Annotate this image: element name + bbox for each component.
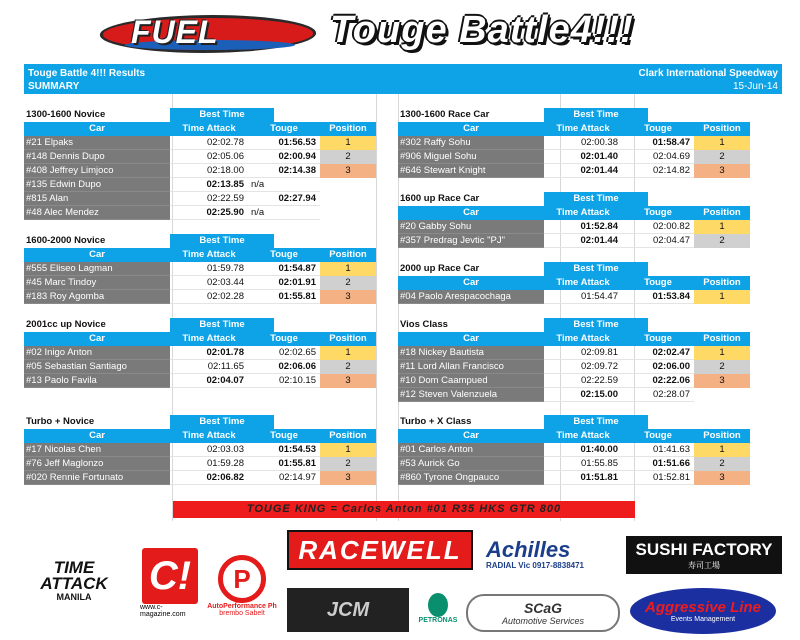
column-headers [24, 429, 376, 443]
touge-cell: 01:52.81 [622, 471, 694, 485]
position-cell: 2 [694, 234, 750, 248]
table-row [398, 164, 750, 178]
table-row [398, 346, 750, 360]
car-cell: #555 Eliseo Lagman [24, 262, 170, 276]
header-car: Car [89, 123, 105, 134]
table-row [24, 457, 376, 471]
results-title: Touge Battle 4!!! Results [28, 68, 146, 79]
position-cell: 3 [694, 471, 750, 485]
header-touge: Touge [270, 430, 298, 441]
table-row [398, 150, 750, 164]
touge-cell: 02:00.82 [622, 220, 694, 234]
car-cell: #45 Marc Tindoy [24, 276, 170, 290]
class-name: Vios Class [400, 319, 448, 330]
column-headers [398, 122, 750, 136]
header-position: Position [703, 277, 741, 288]
position-cell: 3 [320, 471, 376, 485]
header-time-attack: Time Attack [556, 123, 610, 134]
header [95, 5, 715, 60]
table-row [24, 471, 376, 485]
header-position: Position [329, 249, 367, 260]
header-time-attack: Time Attack [182, 333, 236, 344]
position-cell: 1 [694, 346, 750, 360]
header-touge: Touge [644, 277, 672, 288]
time-attack-cell: 02:13.85 [170, 178, 248, 192]
touge-cell: n/a [248, 178, 320, 192]
position-cell: 3 [694, 374, 750, 388]
time-attack-cell: 02:06.82 [170, 471, 248, 485]
time-attack-cell: 02:09.81 [544, 346, 622, 360]
class-name: 2000 up Race Car [400, 263, 480, 274]
time-attack-cell: 02:15.00 [544, 388, 622, 402]
position-cell: 1 [694, 290, 750, 304]
header-car: Car [463, 207, 479, 218]
best-time-header: Best Time [170, 108, 274, 122]
time-attack-cell: 01:51.81 [544, 471, 622, 485]
car-cell: #646 Stewart Knight [398, 164, 544, 178]
header-time-attack: Time Attack [182, 430, 236, 441]
touge-cell: 02:10.15 [248, 374, 320, 388]
table-row [24, 192, 376, 206]
touge-cell: 01:41.63 [622, 443, 694, 457]
car-cell: #408 Jeffrey Limjoco [24, 164, 170, 178]
column-headers [398, 332, 750, 346]
c-magazine-logo: C! www.c-magazine.com [140, 546, 200, 620]
position-cell [320, 178, 376, 192]
touge-cell: 02:02.47 [622, 346, 694, 360]
position-cell: 1 [694, 220, 750, 234]
header-position: Position [329, 123, 367, 134]
header-touge: Touge [644, 430, 672, 441]
time-attack-cell: 01:59.28 [170, 457, 248, 471]
car-cell: #12 Steven Valenzuela [398, 388, 544, 402]
header-position: Position [703, 333, 741, 344]
car-cell: #11 Lord Allan Francisco [398, 360, 544, 374]
touge-cell: 02:01.91 [248, 276, 320, 290]
car-cell: #148 Dennis Dupo [24, 150, 170, 164]
class-name: 1300-1600 Novice [26, 109, 106, 120]
position-cell: 1 [320, 136, 376, 150]
class-name: Turbo + Novice [26, 416, 95, 427]
table-row [24, 178, 376, 192]
header-car: Car [463, 430, 479, 441]
table-row [398, 374, 750, 388]
header-time-attack: Time Attack [556, 333, 610, 344]
position-cell: 1 [694, 443, 750, 457]
touge-cell: 02:28.07 [622, 388, 694, 402]
time-attack-cell: 02:00.38 [544, 136, 622, 150]
header-position: Position [703, 123, 741, 134]
class-name: Turbo + X Class [400, 416, 472, 427]
class-name: 2001cc up Novice [26, 319, 106, 330]
class-table [398, 262, 750, 304]
table-row [398, 457, 750, 471]
header-time-attack: Time Attack [556, 430, 610, 441]
class-table [398, 192, 750, 248]
header-position: Position [703, 430, 741, 441]
car-cell: #13 Paolo Favila [24, 374, 170, 388]
car-cell: #76 Jeff Maglonzo [24, 457, 170, 471]
time-attack-cell: 02:03.03 [170, 443, 248, 457]
class-name: 1300-1600 Race Car [400, 109, 490, 120]
fuel-logo: FUEL [103, 10, 318, 56]
car-cell: #135 Edwin Dupo [24, 178, 170, 192]
car-cell: #53 Aurick Go [398, 457, 544, 471]
header-time-attack: Time Attack [556, 207, 610, 218]
table-row [398, 471, 750, 485]
header-position: Position [329, 333, 367, 344]
touge-cell: 02:14.97 [248, 471, 320, 485]
time-attack-cell: 02:05.06 [170, 150, 248, 164]
position-cell: 2 [320, 150, 376, 164]
touge-cell: 01:58.47 [622, 136, 694, 150]
car-cell: #10 Dom Caampued [398, 374, 544, 388]
time-attack-cell: 02:02.78 [170, 136, 248, 150]
header-car: Car [89, 430, 105, 441]
venue: Clark International Speedway [638, 68, 778, 79]
time-attack-cell: 02:01.44 [544, 234, 622, 248]
touge-cell: 02:04.69 [622, 150, 694, 164]
position-cell: 3 [320, 164, 376, 178]
results-banner [24, 64, 782, 94]
position-cell: 2 [320, 457, 376, 471]
header-time-attack: Time Attack [182, 123, 236, 134]
header-touge: Touge [644, 207, 672, 218]
class-table [24, 415, 376, 485]
position-cell: 1 [320, 443, 376, 457]
class-table [24, 234, 376, 304]
achilles-logo: Achilles RADIAL Vic 0917-8838471 [486, 536, 584, 570]
position-cell: 2 [320, 360, 376, 374]
table-row [24, 276, 376, 290]
car-cell: #05 Sebastian Santiago [24, 360, 170, 374]
time-attack-cell: 02:01.78 [170, 346, 248, 360]
time-attack-cell: 02:11.65 [170, 360, 248, 374]
touge-cell: 02:27.94 [248, 192, 320, 206]
touge-cell: 01:54.87 [248, 262, 320, 276]
table-row [24, 262, 376, 276]
time-attack-cell: 01:54.47 [544, 290, 622, 304]
best-time-header: Best Time [544, 192, 648, 206]
class-table [24, 318, 376, 388]
position-cell: 1 [320, 346, 376, 360]
touge-cell: 02:00.94 [248, 150, 320, 164]
column-headers [398, 429, 750, 443]
header-touge: Touge [644, 123, 672, 134]
best-time-header: Best Time [544, 262, 648, 276]
header-car: Car [463, 123, 479, 134]
header-position: Position [703, 207, 741, 218]
time-attack-cell: 02:02.28 [170, 290, 248, 304]
time-attack-cell: 01:52.84 [544, 220, 622, 234]
touge-cell: 01:53.84 [622, 290, 694, 304]
car-cell: #357 Predrag Jevtic "PJ" [398, 234, 544, 248]
position-cell [320, 206, 376, 220]
time-attack-cell: 02:22.59 [544, 374, 622, 388]
best-time-header: Best Time [170, 318, 274, 332]
column-headers [24, 248, 376, 262]
touge-cell: 02:06.00 [622, 360, 694, 374]
aggressive-line-logo: Aggressive Line Events Management [630, 588, 776, 634]
table-row [398, 220, 750, 234]
touge-cell: 02:22.06 [622, 374, 694, 388]
car-cell: #183 Roy Agomba [24, 290, 170, 304]
best-time-header: Best Time [544, 108, 648, 122]
header-touge: Touge [270, 333, 298, 344]
touge-king-banner: TOUGE KING = Carlos Anton #01 R35 HKS GTR 800 [173, 501, 635, 518]
best-time-header: Best Time [544, 318, 648, 332]
touge-cell: n/a [248, 206, 320, 220]
header-touge: Touge [270, 123, 298, 134]
scag-logo: SCaG Automotive Services [466, 594, 620, 632]
table-row [24, 443, 376, 457]
position-cell: 2 [694, 150, 750, 164]
autoperformance-logo: P AutoPerformance Ph brembo Sabelt [207, 546, 277, 626]
touge-cell: 01:54.53 [248, 443, 320, 457]
time-attack-manila-logo: TIME ATTACK MANILA [40, 558, 108, 602]
class-table [398, 108, 750, 178]
touge-cell: 02:02.65 [248, 346, 320, 360]
table-row [24, 360, 376, 374]
table-row [398, 290, 750, 304]
touge-cell: 01:55.81 [248, 290, 320, 304]
summary-label: SUMMARY [28, 81, 80, 92]
time-attack-cell: 02:01.40 [544, 150, 622, 164]
class-name: 1600 up Race Car [400, 193, 480, 204]
time-attack-cell: 02:04.07 [170, 374, 248, 388]
table-row [398, 388, 750, 402]
time-attack-cell: 02:03.44 [170, 276, 248, 290]
header-touge: Touge [644, 333, 672, 344]
best-time-header: Best Time [170, 234, 274, 248]
table-row [24, 206, 376, 220]
car-cell: #17 Nicolas Chen [24, 443, 170, 457]
petronas-logo: PETRONAS [418, 580, 458, 636]
column-headers [398, 276, 750, 290]
header-time-attack: Time Attack [556, 277, 610, 288]
touge-cell: 01:55.81 [248, 457, 320, 471]
touge-cell: 02:14.38 [248, 164, 320, 178]
time-attack-cell: 02:18.00 [170, 164, 248, 178]
table-row [398, 443, 750, 457]
time-attack-cell: 02:09.72 [544, 360, 622, 374]
header-position: Position [329, 430, 367, 441]
header-time-attack: Time Attack [182, 249, 236, 260]
event-date: 15-Jun-14 [732, 81, 778, 92]
table-row [398, 234, 750, 248]
sushi-factory-logo: SUSHI FACTORY 寿司工場 [626, 536, 782, 574]
class-name: 1600-2000 Novice [26, 235, 106, 246]
position-cell: 1 [694, 136, 750, 150]
position-cell: 1 [320, 262, 376, 276]
table-row [24, 164, 376, 178]
time-attack-cell: 01:59.78 [170, 262, 248, 276]
touge-cell: 02:14.82 [622, 164, 694, 178]
best-time-header: Best Time [170, 415, 274, 429]
table-row [24, 150, 376, 164]
touge-cell: 02:06.06 [248, 360, 320, 374]
column-headers [398, 206, 750, 220]
position-cell [694, 388, 750, 402]
time-attack-cell: 02:01.44 [544, 164, 622, 178]
car-cell: #302 Raffy Sohu [398, 136, 544, 150]
table-row [24, 374, 376, 388]
table-row [398, 136, 750, 150]
car-cell: #860 Tyrone Ongpauco [398, 471, 544, 485]
car-cell: #01 Carlos Anton [398, 443, 544, 457]
header-car: Car [89, 333, 105, 344]
position-cell: 2 [694, 457, 750, 471]
position-cell: 2 [694, 360, 750, 374]
column-headers [24, 122, 376, 136]
car-cell: #18 Nickey Bautista [398, 346, 544, 360]
results-sheet [24, 64, 782, 521]
position-cell [320, 192, 376, 206]
class-table [398, 415, 750, 485]
best-time-header: Best Time [544, 415, 648, 429]
car-cell: #02 Inigo Anton [24, 346, 170, 360]
header-car: Car [89, 249, 105, 260]
table-row [24, 346, 376, 360]
table-row [398, 360, 750, 374]
touge-cell: 01:51.66 [622, 457, 694, 471]
car-cell: #04 Paolo Arespacochaga [398, 290, 544, 304]
position-cell: 3 [320, 374, 376, 388]
car-cell: #48 Alec Mendez [24, 206, 170, 220]
touge-cell: 01:56.53 [248, 136, 320, 150]
car-cell: #020 Rennie Fortunato [24, 471, 170, 485]
position-cell: 3 [694, 164, 750, 178]
time-attack-cell: 01:40.00 [544, 443, 622, 457]
racewell-logo: RACEWELL [287, 530, 473, 570]
touge-cell: 02:04.47 [622, 234, 694, 248]
time-attack-cell: 02:22.59 [170, 192, 248, 206]
time-attack-cell: 02:25.90 [170, 206, 248, 220]
header-car: Car [463, 333, 479, 344]
position-cell: 3 [320, 290, 376, 304]
position-cell: 2 [320, 276, 376, 290]
class-table [398, 318, 750, 402]
car-cell: #815 Alan [24, 192, 170, 206]
car-cell: #906 Miguel Sohu [398, 150, 544, 164]
class-table [24, 108, 376, 220]
header-touge: Touge [270, 249, 298, 260]
table-row [24, 136, 376, 150]
car-cell: #20 Gabby Sohu [398, 220, 544, 234]
column-headers [24, 332, 376, 346]
jcm-logo: JCM [287, 588, 409, 632]
time-attack-cell: 01:55.85 [544, 457, 622, 471]
table-row [24, 290, 376, 304]
car-cell: #21 Elpaks [24, 136, 170, 150]
page-title: Touge Battle4!!! [330, 9, 634, 51]
header-car: Car [463, 277, 479, 288]
